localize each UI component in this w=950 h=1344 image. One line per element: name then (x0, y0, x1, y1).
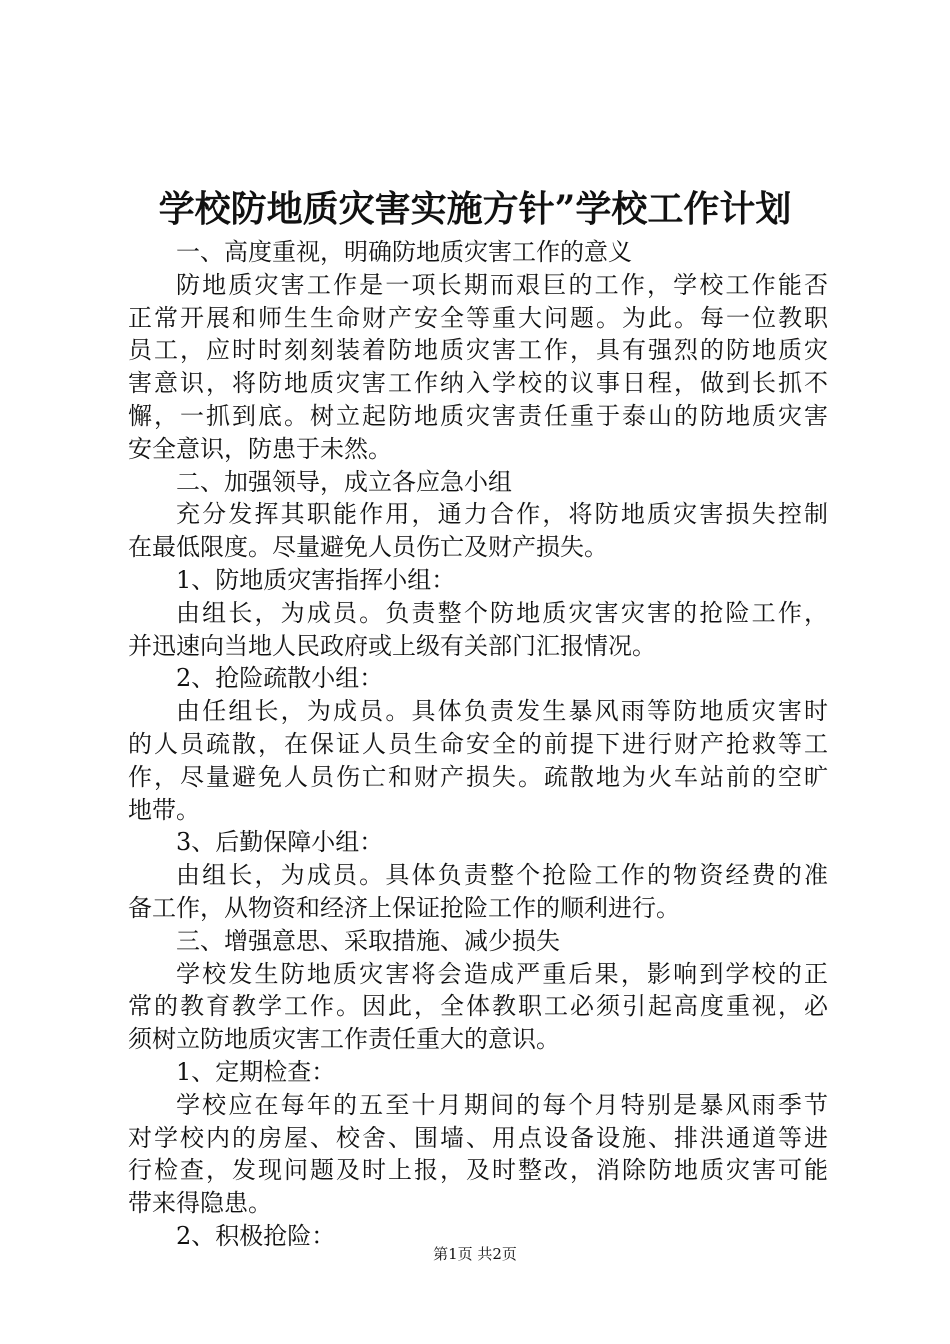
subsection-heading: 2、抢险疏散小组： (176, 664, 384, 693)
paragraph-line: 带来得隐患。 (128, 1189, 272, 1218)
paragraph-line: 害意识，将防地质灾害工作纳入学校的议事日程，做到长抓不 (128, 369, 828, 398)
subsection-heading: 1、定期检查： (176, 1057, 336, 1086)
paragraph-line: 由任组长，为成员。具体负责发生暴风雨等防地质灾害时 (176, 697, 828, 726)
paragraph-line: 地带。 (128, 795, 200, 824)
paragraph-line: 充分发挥其职能作用，通力合作，将防地质灾害损失控制 (176, 500, 828, 529)
paragraph-line: 学校发生防地质灾害将会造成严重后果，影响到学校的正 (176, 959, 828, 988)
paragraph-line: 的人员疏散，在保证人员生命安全的前提下进行财产抢救等工 (128, 729, 828, 758)
document-body (128, 236, 828, 1253)
paragraph-line: 备工作，从物资和经济上保证抢险工作的顺利进行。 (128, 893, 680, 922)
paragraph-line: 行检查，发现问题及时上报，及时整改，消除防地质灾害可能 (128, 1156, 828, 1185)
paragraph-line: 在最低限度。尽量避免人员伤亡及财产损失。 (128, 533, 608, 562)
document-title: 学校防地质灾害实施方针”学校工作计划 (158, 188, 792, 230)
paragraph-line: 员工，应时时刻刻装着防地质灾害工作，具有强烈的防地质灾 (128, 336, 828, 365)
paragraph-line: 正常开展和师生生命财产安全等重大问题。为此。每一位教职 (128, 303, 828, 332)
page-footer: 第1页 共2页 (433, 1245, 517, 1263)
paragraph-line: 作，尽量避免人员伤亡和财产损失。疏散地为火车站前的空旷 (128, 762, 828, 791)
paragraph-line: 安全意识，防患于未然。 (128, 434, 392, 463)
paragraph-line: 懈，一抓到底。树立起防地质灾害责任重于泰山的防地质灾害 (128, 401, 828, 430)
paragraph-line: 并迅速向当地人民政府或上级有关部门汇报情况。 (128, 631, 656, 660)
section-heading-3: 三、增强意思、采取措施、减少损失 (176, 926, 560, 955)
paragraph-line: 对学校内的房屋、校舍、围墙、用点设备设施、排洪通道等进 (128, 1123, 828, 1152)
paragraph-line: 常的教育教学工作。因此，全体教职工必须引起高度重视，必 (128, 992, 828, 1021)
subsection-heading: 2、积极抢险： (176, 1221, 336, 1250)
paragraph-line: 防地质灾害工作是一项长期而艰巨的工作，学校工作能否 (176, 270, 828, 299)
paragraph-line: 须树立防地质灾害工作责任重大的意识。 (128, 1025, 560, 1054)
section-heading-2: 二、加强领导，成立各应急小组 (176, 467, 512, 496)
paragraph-line: 由组长，为成员。负责整个防地质灾害灾害的抢险工作， (176, 598, 828, 627)
subsection-heading: 1、防地质灾害指挥小组： (176, 565, 456, 594)
paragraph-line: 学校应在每年的五至十月期间的每个月特别是暴风雨季节 (176, 1090, 828, 1119)
subsection-heading: 3、后勤保障小组： (176, 828, 384, 857)
paragraph-line: 由组长，为成员。具体负责整个抢险工作的物资经费的准 (176, 861, 828, 890)
section-heading-1: 一、高度重视，明确防地质灾害工作的意义 (176, 238, 632, 266)
